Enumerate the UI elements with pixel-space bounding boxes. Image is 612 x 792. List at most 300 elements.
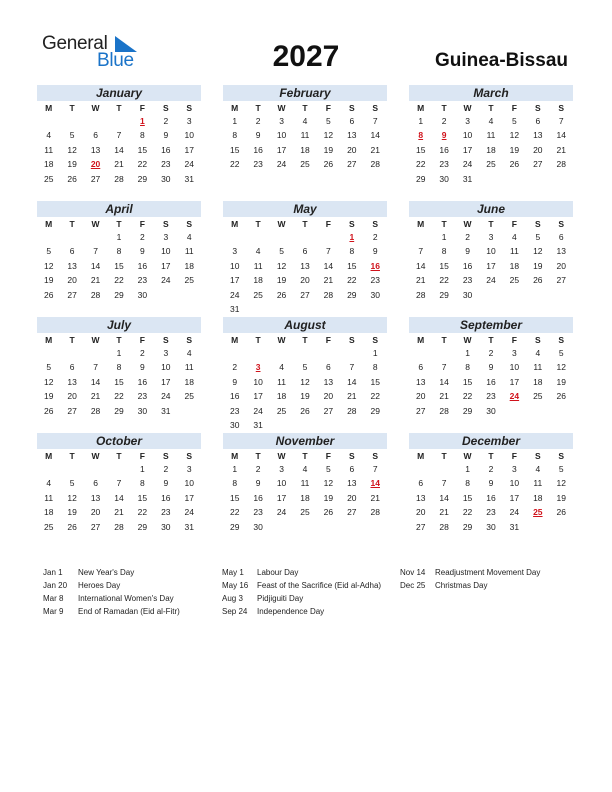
day-cell: 12 bbox=[509, 130, 520, 141]
empty-cell bbox=[293, 346, 316, 360]
day-cell: 13 bbox=[67, 260, 77, 271]
day-cell: 2 bbox=[232, 362, 238, 373]
day-cell: 17 bbox=[184, 492, 194, 503]
day-cell: 5 bbox=[558, 348, 564, 358]
day-cell: 8 bbox=[349, 246, 355, 257]
day-cell: 28 bbox=[90, 405, 101, 416]
day-cell: 16 bbox=[486, 492, 496, 503]
empty-cell bbox=[223, 230, 246, 244]
day-cell: 31 bbox=[509, 521, 520, 532]
day-cell: 25 bbox=[184, 275, 194, 286]
day-cell: 13 bbox=[90, 144, 101, 155]
month-november bbox=[223, 433, 387, 534]
day-cell: 3 bbox=[488, 232, 494, 242]
holiday-date: Mar 8 bbox=[43, 594, 64, 603]
day-cell: 29 bbox=[114, 289, 124, 300]
day-cell: 17 bbox=[276, 492, 287, 503]
day-cell: 5 bbox=[46, 246, 52, 257]
weekday-label: M bbox=[231, 103, 239, 113]
weekday-label: M bbox=[417, 451, 425, 461]
day-cell: 2 bbox=[140, 232, 145, 242]
day-cell: 31 bbox=[184, 521, 194, 532]
day-cell: 18 bbox=[253, 275, 263, 286]
day-cell: 6 bbox=[302, 246, 308, 257]
weekday-label: T bbox=[69, 335, 75, 345]
weekday-label: W bbox=[91, 219, 100, 229]
day-cell: 28 bbox=[556, 159, 566, 170]
weekday-label: W bbox=[463, 219, 472, 229]
weekday-label: S bbox=[348, 219, 355, 229]
day-cell: 23 bbox=[137, 275, 148, 286]
day-cell: 4 bbox=[302, 116, 308, 126]
day-cell: 4 bbox=[255, 246, 261, 257]
day-cell: 30 bbox=[486, 521, 496, 532]
day-cell: 25 bbox=[509, 275, 520, 286]
day-cell: 29 bbox=[114, 405, 124, 416]
day-cell: 19 bbox=[556, 492, 566, 503]
month-title: February bbox=[223, 85, 387, 101]
day-cell: 11 bbox=[486, 130, 496, 141]
day-cell: 16 bbox=[137, 260, 148, 271]
day-cell: 5 bbox=[69, 130, 75, 141]
day-cell: 11 bbox=[44, 492, 54, 503]
empty-cell bbox=[317, 230, 340, 244]
day-cell: 19 bbox=[43, 275, 54, 286]
empty-cell bbox=[60, 462, 83, 476]
day-cell: 4 bbox=[46, 130, 52, 141]
weekday-label: S bbox=[348, 103, 355, 113]
day-cell: 5 bbox=[535, 232, 541, 242]
holiday-name: International Women's Day bbox=[78, 594, 174, 603]
day-cell: 16 bbox=[253, 144, 263, 155]
day-cell: 7 bbox=[116, 130, 122, 141]
day-cell: 13 bbox=[415, 492, 426, 503]
day-cell: 27 bbox=[415, 405, 426, 416]
empty-cell bbox=[107, 114, 130, 128]
day-cell: 28 bbox=[90, 289, 101, 300]
day-cell: 26 bbox=[556, 391, 566, 402]
day-cell: 11 bbox=[509, 246, 519, 257]
holiday-name: Pidjiguiti Day bbox=[257, 594, 304, 603]
day-cell: 4 bbox=[279, 362, 284, 373]
weekday-label: M bbox=[45, 103, 53, 113]
day-cell: 7 bbox=[93, 246, 98, 257]
day-cell: 27 bbox=[556, 275, 566, 286]
day-cell: 20 bbox=[323, 391, 334, 402]
day-cell: 1 bbox=[372, 348, 378, 358]
day-cell: 22 bbox=[462, 391, 473, 402]
month-title: September bbox=[409, 317, 573, 333]
day-cell: 18 bbox=[300, 492, 310, 503]
day-cell: 3 bbox=[186, 116, 192, 126]
day-cell: 7 bbox=[349, 362, 355, 373]
day-cell: 14 bbox=[323, 260, 334, 271]
empty-cell bbox=[340, 346, 363, 360]
weekday-label: S bbox=[558, 451, 565, 461]
empty-cell bbox=[84, 462, 107, 476]
day-cell: 30 bbox=[370, 289, 380, 300]
day-cell: 28 bbox=[347, 405, 357, 416]
day-cell: 31 bbox=[161, 405, 171, 416]
day-cell: 12 bbox=[276, 260, 287, 271]
day-cell: 17 bbox=[509, 492, 520, 503]
day-cell: 7 bbox=[372, 116, 378, 126]
day-grid bbox=[409, 217, 573, 302]
day-cell: 24 bbox=[161, 275, 171, 286]
day-cell: 28 bbox=[323, 289, 334, 300]
day-cell: 13 bbox=[533, 130, 543, 141]
holiday-date: Dec 25 bbox=[400, 581, 426, 590]
day-cell: 13 bbox=[300, 260, 310, 271]
day-cell: 12 bbox=[67, 144, 77, 155]
day-cell: 9 bbox=[372, 246, 378, 257]
empty-cell bbox=[84, 230, 107, 244]
day-cell: 2 bbox=[465, 232, 470, 242]
day-cell: 23 bbox=[370, 275, 380, 286]
day-cell: 14 bbox=[556, 130, 566, 141]
day-cell: 4 bbox=[488, 116, 494, 126]
day-cell: 14 bbox=[439, 492, 449, 503]
day-cell: 17 bbox=[276, 144, 287, 155]
month-title: June bbox=[409, 201, 573, 217]
weekday-label: T bbox=[255, 451, 261, 461]
empty-cell bbox=[270, 230, 293, 244]
day-cell: 9 bbox=[140, 246, 145, 257]
day-cell: 7 bbox=[558, 116, 564, 126]
day-cell: 1 bbox=[441, 232, 447, 242]
holiday-day: 9 bbox=[441, 130, 447, 141]
day-cell: 24 bbox=[161, 391, 171, 402]
day-grid bbox=[409, 101, 573, 186]
holiday-name: End of Ramadan (Eid al-Fitr) bbox=[78, 607, 180, 616]
weekday-label: F bbox=[325, 219, 331, 229]
day-cell: 14 bbox=[347, 376, 357, 387]
day-cell: 4 bbox=[186, 348, 192, 358]
weekday-label: F bbox=[325, 103, 331, 113]
day-cell: 16 bbox=[439, 144, 449, 155]
day-cell: 15 bbox=[347, 260, 357, 271]
day-cell: 6 bbox=[69, 246, 75, 257]
weekday-label: T bbox=[255, 103, 261, 113]
weekday-label: T bbox=[255, 219, 261, 229]
day-cell: 22 bbox=[415, 159, 426, 170]
weekday-label: T bbox=[69, 451, 75, 461]
weekday-label: W bbox=[91, 335, 100, 345]
day-cell: 4 bbox=[186, 232, 192, 242]
day-cell: 10 bbox=[462, 130, 473, 141]
day-cell: 9 bbox=[465, 246, 470, 257]
holiday-date: Nov 14 bbox=[400, 568, 426, 577]
day-cell: 13 bbox=[347, 478, 357, 489]
day-cell: 3 bbox=[232, 246, 238, 257]
day-cell: 8 bbox=[372, 362, 378, 373]
weekday-label: S bbox=[162, 103, 169, 113]
day-cell: 17 bbox=[161, 376, 171, 387]
day-cell: 7 bbox=[93, 362, 98, 373]
day-cell: 22 bbox=[462, 507, 473, 518]
day-cell: 17 bbox=[509, 376, 520, 387]
day-cell: 4 bbox=[535, 464, 541, 474]
day-cell: 21 bbox=[556, 144, 566, 155]
day-cell: 18 bbox=[509, 260, 520, 271]
day-cell: 8 bbox=[465, 362, 470, 373]
day-cell: 11 bbox=[277, 376, 286, 387]
day-cell: 26 bbox=[323, 507, 334, 518]
day-cell: 20 bbox=[415, 391, 426, 402]
weekday-label: M bbox=[417, 103, 425, 113]
day-cell: 7 bbox=[372, 464, 378, 474]
day-cell: 12 bbox=[43, 376, 54, 387]
weekday-label: W bbox=[463, 335, 472, 345]
day-cell: 13 bbox=[415, 376, 426, 387]
day-grid bbox=[223, 217, 387, 316]
weekday-label: S bbox=[534, 219, 541, 229]
day-cell: 9 bbox=[255, 478, 261, 489]
day-cell: 10 bbox=[276, 478, 287, 489]
day-cell: 25 bbox=[43, 521, 54, 532]
day-cell: 3 bbox=[512, 348, 517, 358]
weekday-label: W bbox=[277, 103, 286, 113]
day-cell: 21 bbox=[90, 391, 101, 402]
day-cell: 23 bbox=[161, 159, 171, 170]
day-cell: 17 bbox=[486, 260, 496, 271]
empty-cell bbox=[223, 346, 246, 360]
day-grid bbox=[37, 449, 201, 534]
weekday-label: F bbox=[325, 451, 331, 461]
weekday-label: M bbox=[417, 219, 425, 229]
holiday-date: Mar 9 bbox=[43, 607, 64, 616]
weekday-label: F bbox=[511, 103, 517, 113]
day-cell: 2 bbox=[488, 348, 494, 358]
day-cell: 12 bbox=[323, 130, 334, 141]
empty-cell bbox=[246, 230, 269, 244]
day-cell: 28 bbox=[370, 507, 380, 518]
weekday-label: M bbox=[231, 219, 239, 229]
holiday-day: 8 bbox=[418, 130, 424, 141]
weekday-label: S bbox=[162, 335, 169, 345]
empty-cell bbox=[60, 346, 83, 360]
country-name: Guinea-Bissau bbox=[434, 50, 568, 71]
day-cell: 11 bbox=[300, 478, 310, 489]
day-cell: 18 bbox=[43, 507, 54, 518]
day-cell: 5 bbox=[326, 116, 331, 126]
weekday-label: T bbox=[441, 335, 447, 345]
day-cell: 27 bbox=[67, 405, 77, 416]
day-cell: 10 bbox=[161, 362, 171, 373]
day-cell: 11 bbox=[533, 362, 543, 373]
day-cell: 12 bbox=[323, 478, 334, 489]
day-cell: 17 bbox=[462, 144, 473, 155]
day-cell: 18 bbox=[533, 492, 543, 503]
day-cell: 20 bbox=[415, 507, 426, 518]
weekday-label: S bbox=[372, 219, 379, 229]
day-cell: 21 bbox=[439, 507, 449, 518]
day-cell: 25 bbox=[486, 159, 496, 170]
holiday-day: 25 bbox=[533, 507, 543, 518]
day-cell: 10 bbox=[161, 246, 171, 257]
day-cell: 8 bbox=[116, 246, 122, 257]
month-june bbox=[409, 201, 573, 302]
day-cell: 23 bbox=[486, 507, 496, 518]
day-cell: 5 bbox=[46, 362, 52, 373]
holiday-date: Jan 20 bbox=[43, 581, 68, 590]
day-cell: 17 bbox=[184, 144, 194, 155]
month-march bbox=[409, 85, 573, 186]
day-cell: 1 bbox=[140, 464, 145, 474]
day-cell: 1 bbox=[232, 116, 238, 126]
day-cell: 30 bbox=[253, 521, 263, 532]
day-cell: 12 bbox=[556, 362, 566, 373]
day-cell: 1 bbox=[116, 348, 122, 358]
day-cell: 21 bbox=[347, 391, 357, 402]
day-cell: 21 bbox=[439, 391, 449, 402]
day-cell: 3 bbox=[279, 464, 284, 474]
day-cell: 7 bbox=[326, 246, 331, 257]
day-cell: 26 bbox=[43, 289, 54, 300]
day-cell: 26 bbox=[323, 159, 334, 170]
weekday-label: F bbox=[511, 335, 517, 345]
weekday-label: W bbox=[91, 103, 100, 113]
holiday-day: 14 bbox=[370, 478, 380, 489]
empty-cell bbox=[60, 230, 83, 244]
day-cell: 6 bbox=[558, 232, 564, 242]
month-title: November bbox=[223, 433, 387, 449]
day-cell: 10 bbox=[253, 376, 263, 387]
weekday-label: S bbox=[372, 335, 379, 345]
day-cell: 19 bbox=[67, 159, 77, 170]
weekday-label: T bbox=[441, 451, 447, 461]
day-cell: 22 bbox=[137, 159, 148, 170]
weekday-label: T bbox=[488, 451, 494, 461]
day-cell: 19 bbox=[43, 391, 54, 402]
day-cell: 21 bbox=[114, 507, 124, 518]
day-cell: 9 bbox=[255, 130, 261, 141]
weekday-label: T bbox=[69, 219, 75, 229]
holiday-day: 3 bbox=[255, 362, 261, 373]
day-cell: 26 bbox=[67, 521, 77, 532]
day-cell: 20 bbox=[347, 492, 357, 503]
weekday-label: S bbox=[372, 451, 379, 461]
empty-cell bbox=[84, 114, 107, 128]
empty-cell bbox=[37, 346, 60, 360]
day-cell: 25 bbox=[533, 391, 543, 402]
day-cell: 3 bbox=[186, 464, 192, 474]
calendar-year: 2027 bbox=[272, 40, 340, 73]
day-cell: 28 bbox=[439, 521, 449, 532]
weekday-label: S bbox=[534, 103, 541, 113]
day-cell: 10 bbox=[509, 478, 520, 489]
weekday-label: M bbox=[231, 335, 239, 345]
logo-text-blue: Blue bbox=[97, 50, 134, 71]
empty-cell bbox=[409, 230, 432, 244]
weekday-label: S bbox=[558, 103, 565, 113]
day-cell: 19 bbox=[323, 144, 334, 155]
day-cell: 21 bbox=[370, 144, 380, 155]
weekday-label: T bbox=[488, 335, 494, 345]
day-cell: 24 bbox=[462, 159, 473, 170]
day-cell: 24 bbox=[253, 405, 263, 416]
day-cell: 6 bbox=[349, 464, 355, 474]
day-cell: 29 bbox=[462, 521, 473, 532]
day-cell: 9 bbox=[140, 362, 145, 373]
day-cell: 11 bbox=[184, 362, 194, 373]
day-cell: 22 bbox=[370, 391, 380, 402]
day-cell: 15 bbox=[229, 144, 240, 155]
day-cell: 28 bbox=[370, 159, 380, 170]
day-cell: 30 bbox=[161, 521, 171, 532]
month-title: March bbox=[409, 85, 573, 101]
day-cell: 25 bbox=[184, 391, 194, 402]
day-cell: 4 bbox=[302, 464, 308, 474]
day-cell: 23 bbox=[253, 507, 263, 518]
day-cell: 23 bbox=[229, 405, 240, 416]
weekday-label: S bbox=[558, 335, 565, 345]
day-cell: 15 bbox=[462, 376, 473, 387]
day-cell: 12 bbox=[556, 478, 566, 489]
day-cell: 22 bbox=[229, 507, 240, 518]
holiday-date: May 1 bbox=[222, 568, 244, 577]
day-cell: 15 bbox=[370, 376, 380, 387]
day-cell: 1 bbox=[465, 348, 470, 358]
day-cell: 2 bbox=[441, 116, 447, 126]
month-title: April bbox=[37, 201, 201, 217]
empty-cell bbox=[432, 346, 455, 360]
day-cell: 21 bbox=[114, 159, 124, 170]
day-cell: 15 bbox=[137, 492, 148, 503]
day-cell: 5 bbox=[279, 246, 284, 257]
day-cell: 5 bbox=[302, 362, 308, 373]
day-cell: 28 bbox=[114, 173, 124, 184]
day-cell: 9 bbox=[232, 376, 238, 387]
holiday-date: Sep 24 bbox=[222, 607, 248, 616]
day-cell: 30 bbox=[137, 405, 148, 416]
day-cell: 13 bbox=[67, 376, 77, 387]
holiday-date: Jan 1 bbox=[43, 568, 63, 577]
day-cell: 27 bbox=[347, 507, 357, 518]
day-cell: 2 bbox=[255, 464, 261, 474]
day-cell: 2 bbox=[372, 232, 378, 242]
day-cell: 17 bbox=[229, 275, 240, 286]
day-cell: 29 bbox=[439, 289, 449, 300]
day-cell: 26 bbox=[533, 275, 543, 286]
day-cell: 9 bbox=[163, 478, 169, 489]
holiday-day: 1 bbox=[140, 116, 145, 126]
empty-cell bbox=[409, 462, 432, 476]
day-cell: 23 bbox=[253, 159, 263, 170]
weekday-label: T bbox=[488, 103, 494, 113]
day-cell: 14 bbox=[90, 376, 101, 387]
day-cell: 27 bbox=[323, 405, 334, 416]
day-cell: 1 bbox=[116, 232, 122, 242]
day-cell: 2 bbox=[140, 348, 145, 358]
weekday-label: S bbox=[162, 219, 169, 229]
weekday-label: S bbox=[162, 451, 169, 461]
day-cell: 25 bbox=[300, 159, 310, 170]
weekday-label: T bbox=[69, 103, 75, 113]
empty-cell bbox=[270, 346, 293, 360]
day-cell: 26 bbox=[67, 173, 77, 184]
day-cell: 22 bbox=[347, 275, 357, 286]
day-cell: 7 bbox=[441, 478, 447, 489]
day-cell: 10 bbox=[276, 130, 287, 141]
day-cell: 24 bbox=[276, 507, 287, 518]
weekday-label: F bbox=[139, 451, 145, 461]
weekday-label: T bbox=[116, 219, 122, 229]
day-cell: 26 bbox=[43, 405, 54, 416]
day-cell: 5 bbox=[512, 116, 517, 126]
day-cell: 19 bbox=[67, 507, 77, 518]
weekday-label: F bbox=[511, 219, 517, 229]
